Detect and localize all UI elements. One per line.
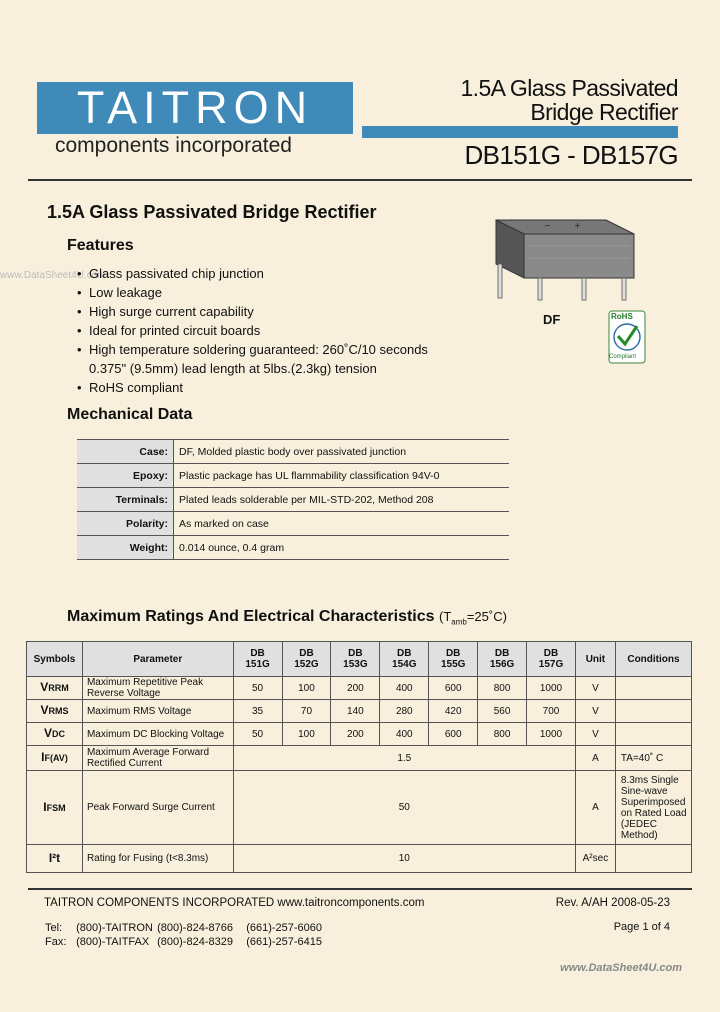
watermark-right: www.DataSheet4U.com — [560, 962, 682, 974]
footer-divider — [28, 888, 692, 890]
list-item: • Ideal for printed circuit boards — [77, 321, 428, 340]
list-item: 0.375" (9.5mm) lead length at 5lbs.(2.3kg) tension — [89, 361, 377, 376]
list-item: • Low leakage — [77, 283, 428, 302]
table-header-row: Symbols Parameter DB 151G DB 152G DB 153G DB 154G DB 155G DB 156G DB 157G Unit Conditions — [27, 642, 692, 677]
table-row: IFSM Peak Forward Surge Current 50 A 8.3ms Single Sine-wave Superimposed on Rated Load (JEDEC Method) — [27, 771, 692, 845]
svg-text:~: ~ — [544, 221, 551, 230]
header-divider — [28, 179, 692, 181]
rohs-label: RoHS — [611, 312, 633, 321]
contact-info: Tel: (800)-TAITRON (800)-824-8766 (661)-257-6060 Fax: (800)-TAITFAX (800)-824-8329 (661)-257-6415 — [45, 922, 323, 948]
list-item: • High temperature soldering guaranteed: 260˚C/10 seconds — [77, 340, 428, 359]
ratings-table — [26, 641, 692, 873]
page-number: Page 1 of 4 — [613, 921, 670, 933]
features-heading: Features — [67, 237, 134, 254]
main-title: 1.5A Glass Passivated Bridge Rectifier — [47, 202, 377, 222]
table-row: Case: DF, Molded plastic body over passivated junction — [77, 440, 509, 464]
header-accent-bar — [362, 126, 678, 138]
document-title: 1.5A Glass Passivated Bridge Rectifier — [460, 75, 678, 125]
table-row: VRMS Maximum RMS Voltage 35 70 140 280 420 560 700 V — [27, 700, 692, 723]
table-row: Polarity: As marked on case — [77, 512, 509, 536]
features-list — [77, 264, 428, 397]
table-row: VDC Maximum DC Blocking Voltage 50 100 200 400 600 800 1000 V — [27, 723, 692, 746]
list-item: • High surge current capability — [77, 302, 428, 321]
svg-text:+: + — [574, 221, 581, 230]
rohs-compliant-label: Compliant — [609, 354, 637, 360]
mechanical-table — [77, 439, 509, 560]
package-label: DF — [543, 312, 561, 327]
ratings-heading: Maximum Ratings And Electrical Characteristics $(T_{amb}=25˚C)$ — [67, 608, 507, 627]
table-row: I²t Rating for Fusing (t<8.3ms) 10 A²sec — [27, 845, 692, 873]
company-logo: TAITRON — [76, 82, 314, 133]
part-number-range: DB151G - DB157G — [464, 140, 678, 170]
table-row: Epoxy: Plastic package has UL flammability classification 94V-0 — [77, 464, 509, 488]
watermark-left: www.DataSheet4U.com — [0, 270, 106, 281]
footer-revision: Rev. A/AH 2008-05-23 — [555, 897, 670, 909]
table-row: IF(AV) Maximum Average Forward Rectified Current 1.5 A TA=40˚ C — [27, 746, 692, 771]
mechanical-heading: Mechanical Data — [67, 406, 193, 423]
table-row: Weight: 0.014 ounce, 0.4 gram — [77, 536, 509, 560]
table-row: VRRM Maximum Repetitive Peak Reverse Voltage 50 100 200 400 600 800 1000 V — [27, 677, 692, 700]
package-illustration — [486, 206, 646, 302]
list-item: • RoHS compliant — [77, 378, 428, 397]
footer-company: TAITRON COMPONENTS INCORPORATED www.taitroncomponents.com — [44, 897, 425, 909]
list-item: • Glass passivated chip junction — [77, 264, 428, 283]
logo-subtitle: components incorporated — [55, 134, 292, 157]
table-row: Terminals: Plated leads solderable per MIL-STD-202, Method 208 — [77, 488, 509, 512]
